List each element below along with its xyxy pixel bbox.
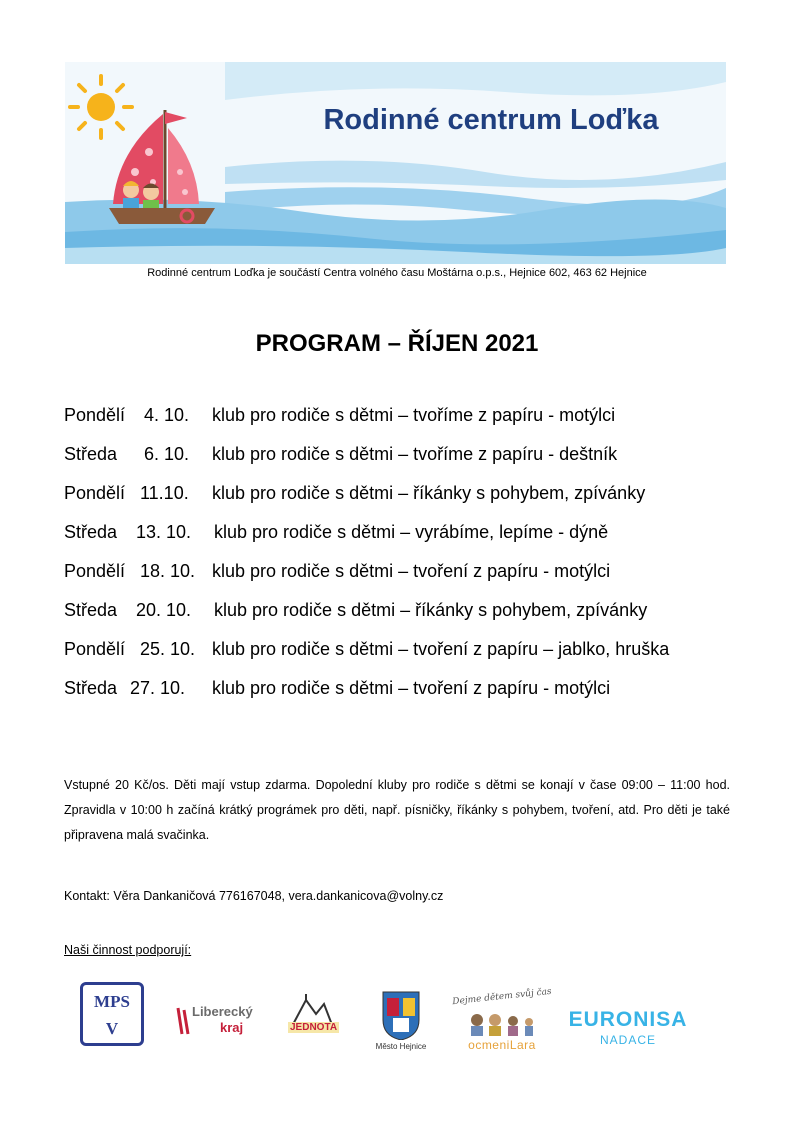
schedule-description: klub pro rodiče s dětmi – tvoříme z papíru - motýlci [212, 405, 616, 425]
euronisa-text: EURONISA [568, 1008, 688, 1031]
schedule-description: klub pro rodiče s dětmi – vyrábíme, lepíme - dýně [214, 522, 609, 542]
program-title: PROGRAM – ŘÍJEN 2021 [255, 330, 539, 357]
boat-illustration [65, 62, 726, 264]
schedule-description: klub pro rodiče s dětmi – tvoření z papíru - motýlci [212, 678, 611, 698]
schedule-row [64, 519, 764, 558]
liberecky-kraj-logo [176, 1002, 266, 1042]
liberecky-kraj-line2: kraj [220, 1020, 244, 1035]
euronisa-logo [558, 1008, 698, 1052]
admission-info: Vstupné 20 Kč/os. Děti mají vstup zdarma. Dopolední kluby pro rodiče s dětmi se konají v čase 09:00 – 11:00 hod. Zpravidla v 10:00 h začíná krátký prográmek pro děti, např. písničky, říkánky s pohybem, tvoření, atd. Pro děti je také připravena malá svačinka. [64, 778, 730, 842]
schedule-description: klub pro rodiče s dětmi – říkánky s pohybem, zpívánky [212, 483, 646, 503]
schedule-list [64, 402, 764, 714]
schedule-row [64, 558, 764, 597]
schedule-date: 20. 10. [136, 600, 192, 620]
supporters-label: Naši činnost podporují: [64, 943, 192, 957]
mpsv-logo-text: MPSV [94, 992, 130, 1038]
contact-info: Kontakt: Věra Dankaničová 776167048, vera.dankanicova@volny.cz [64, 889, 444, 903]
coat-of-arms-icon [381, 990, 421, 1040]
supporter-logos [60, 978, 740, 1078]
schedule-row [64, 636, 764, 675]
schedule-description: klub pro rodiče s dětmi – tvoření z papíru - motýlci [212, 561, 611, 581]
schedule-description: klub pro rodiče s dětmi – tvoření z papíru – jablko, hruška [212, 639, 670, 659]
nadace-text: NADACE [599, 1033, 656, 1047]
schedule-day: Středa [64, 678, 118, 698]
mpsv-logo [80, 982, 144, 1046]
header-banner [65, 62, 726, 264]
schedule-date: 27. 10. [130, 678, 186, 698]
hejnice-text: Město Hejnice [375, 1042, 427, 1051]
jednota-text: JEDNOTA [290, 1022, 338, 1033]
ocmenilara-text: ocmeniLara [468, 1038, 536, 1052]
schedule-row [64, 441, 764, 480]
schedule-date: 6. 10. [144, 444, 190, 464]
schedule-day: Pondělí [64, 561, 126, 581]
jednota-logo [282, 992, 342, 1048]
schedule-day: Středa [64, 444, 118, 464]
liberecky-kraj-icon [176, 1006, 190, 1036]
ocmenilara-slogan: Dejme dětem svůj čas [451, 986, 553, 1008]
schedule-row [64, 402, 764, 441]
schedule-day: Pondělí [64, 405, 126, 425]
schedule-description: klub pro rodiče s dětmi – říkánky s pohybem, zpívánky [214, 600, 648, 620]
people-icon [467, 1012, 537, 1036]
center-title: Rodinné centrum Loďka [323, 104, 659, 136]
ocmenilara-logo [450, 986, 554, 1062]
schedule-date: 18. 10. [140, 561, 196, 581]
schedule-day: Středa [64, 600, 118, 620]
schedule-row [64, 675, 764, 714]
schedule-date: 4. 10. [144, 405, 190, 425]
hejnice-coat-of-arms [374, 990, 428, 1060]
schedule-day: Pondělí [64, 639, 126, 659]
liberecky-kraj-line1: Liberecký [192, 1004, 253, 1019]
schedule-date: 11.10. [140, 483, 189, 503]
sun-icon [70, 76, 132, 138]
schedule-row [64, 597, 764, 636]
schedule-row [64, 480, 764, 519]
schedule-description: klub pro rodiče s dětmi – tvoříme z papíru - deštník [212, 444, 618, 464]
schedule-date: 13. 10. [136, 522, 192, 542]
schedule-date: 25. 10. [140, 639, 196, 659]
organization-address: Rodinné centrum Loďka je součástí Centra volného času Moštárna o.p.s., Hejnice 602, 463 62 Hejnice [147, 267, 647, 279]
schedule-day: Středa [64, 522, 118, 542]
schedule-day: Pondělí [64, 483, 126, 503]
